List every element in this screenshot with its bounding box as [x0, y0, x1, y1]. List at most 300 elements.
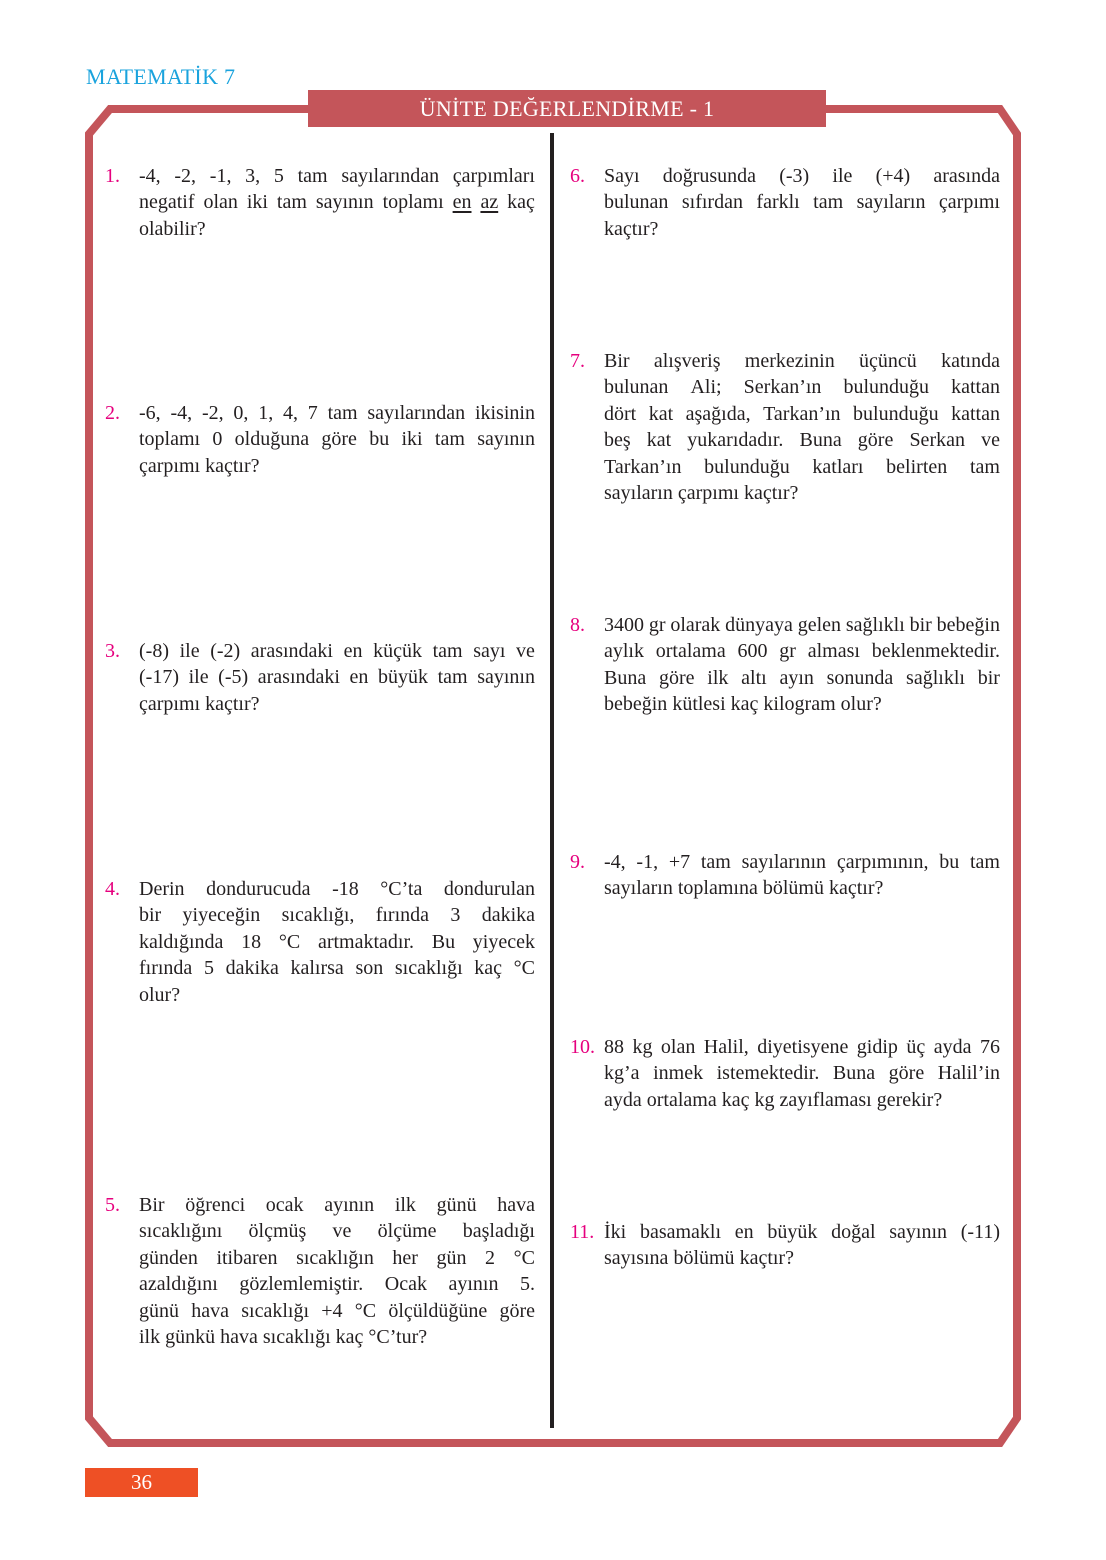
word: ilk: [394, 1194, 416, 1216]
question-line: [604, 612, 1000, 638]
word: göre: [888, 1062, 925, 1085]
word: ayının: [448, 1273, 499, 1296]
word: Tarkan’ın: [763, 402, 841, 425]
word: -4,: [139, 165, 161, 187]
question-text: [139, 163, 535, 242]
word: °C: [278, 930, 301, 953]
word: ilk: [139, 1326, 161, 1349]
word: en: [349, 666, 369, 689]
word: bir: [977, 666, 1000, 689]
word: ölçmüş: [248, 1220, 307, 1243]
word: inmek: [653, 1062, 704, 1085]
word: ocak: [265, 1194, 304, 1216]
word: bulunan: [604, 191, 669, 214]
word: tam: [969, 851, 1000, 873]
word: °C’tur?: [368, 1326, 428, 1349]
question-number: 11.: [570, 1221, 595, 1243]
question-line: [139, 1245, 535, 1271]
underlined-word: en: [452, 191, 472, 214]
word: sıcaklığın: [296, 1246, 374, 1269]
word: toplamına: [677, 877, 758, 900]
word: arasındaki: [257, 666, 340, 689]
word: katında: [941, 350, 1000, 372]
word: kattan: [951, 376, 1000, 399]
question-text: [604, 163, 1000, 242]
word: en: [734, 1221, 754, 1243]
word: Bir: [139, 1194, 165, 1216]
question-line: [139, 902, 535, 928]
word: +7: [668, 851, 691, 873]
word: küçük: [373, 640, 422, 662]
word: tam: [276, 191, 307, 214]
question-line: [604, 1060, 1000, 1086]
word: istemektedir.: [716, 1062, 820, 1085]
question-line: [604, 1245, 1000, 1271]
word: 0: [212, 428, 223, 451]
word: göre: [499, 1299, 535, 1322]
question-number: 1.: [105, 165, 120, 187]
word: günden: [139, 1246, 198, 1269]
word: farklı: [756, 191, 800, 214]
word: -4,: [170, 402, 193, 424]
word: tam: [969, 455, 1000, 478]
word: çarpımının,: [836, 851, 929, 873]
question-line: [139, 216, 535, 242]
question-number: 2.: [105, 402, 120, 424]
word: -2,: [201, 402, 224, 424]
word: olduğuna: [234, 428, 310, 451]
word: sıcaklığı: [241, 1299, 309, 1322]
word: °C’ta: [380, 878, 423, 900]
word: alışveriş: [653, 350, 721, 372]
word: sıcaklığı,: [281, 904, 355, 927]
question-line: [604, 401, 1000, 427]
word: kaçtır?: [739, 1247, 794, 1270]
question-text: [604, 612, 1000, 718]
word: ile: [188, 666, 209, 689]
question-line: [139, 163, 535, 189]
word: kaçtır?: [743, 482, 799, 505]
word: sayının: [477, 666, 535, 689]
word: ve: [516, 640, 535, 662]
word: kaç: [730, 693, 759, 716]
word: sıcaklığını: [139, 1220, 223, 1243]
word: yukarıdadır.: [687, 429, 784, 452]
question-number: 7.: [570, 350, 585, 372]
word: ortalama: [646, 1088, 717, 1111]
word: (-11): [960, 1221, 1000, 1243]
word: kaçtır?: [205, 454, 260, 477]
word: dondurulan: [443, 878, 535, 900]
word: sayılarından: [367, 402, 466, 424]
word: negatif: [139, 191, 195, 214]
word: 88: [604, 1036, 624, 1058]
word: bu: [939, 851, 960, 873]
word: dört: [604, 402, 637, 425]
word: çarpımı: [938, 191, 1000, 214]
word: 3: [450, 904, 461, 927]
question-number: 3.: [105, 640, 120, 662]
question-text: [604, 348, 1000, 506]
word: sıcaklığı: [394, 957, 463, 980]
word: ile: [832, 165, 853, 187]
word: tam: [432, 640, 463, 662]
word: Halil,: [703, 1036, 749, 1058]
word: kilogram: [763, 693, 836, 716]
word: her: [392, 1246, 418, 1269]
word: Serkan’ın: [743, 376, 822, 399]
word: ayın: [779, 666, 814, 689]
word: çarpımı: [677, 482, 739, 505]
word: Buna: [604, 666, 647, 689]
question-number: 9.: [570, 851, 585, 873]
word: -6,: [139, 402, 161, 424]
question-number: 5.: [105, 1194, 120, 1216]
unit-title: ÜNİTE DEĞERLENDİRME - 1: [308, 90, 826, 127]
word: azaldığını: [139, 1273, 218, 1296]
word: ayda: [604, 1088, 642, 1111]
word: kat: [646, 429, 672, 452]
word: alması: [807, 640, 860, 663]
question-line: [139, 1298, 535, 1324]
word: gerekir?: [876, 1088, 943, 1111]
word: 5: [273, 165, 284, 187]
word: fırında: [139, 957, 193, 980]
word: 7: [307, 402, 318, 424]
question-number: 6.: [570, 165, 585, 187]
word: dondurucuda: [206, 878, 311, 900]
question-text: [604, 1219, 1000, 1272]
question-line: [139, 1271, 535, 1297]
word: bebeğin: [604, 693, 668, 716]
word: 3,: [245, 165, 261, 187]
word: doğal: [831, 1221, 876, 1243]
word: bölümü: [673, 1247, 735, 1270]
word: kaçtır?: [205, 692, 260, 715]
word: kaç: [474, 957, 503, 980]
word: doğrusunda: [662, 165, 757, 187]
word: büyük: [378, 666, 429, 689]
word: (+4): [875, 165, 911, 187]
word: hava: [497, 1194, 535, 1216]
question-line: [139, 426, 535, 452]
word: (-17): [139, 666, 179, 689]
word: 5.: [520, 1273, 535, 1296]
word: 18: [241, 930, 262, 953]
word: sayının: [477, 428, 535, 451]
word: Bu: [431, 930, 456, 953]
word: kg: [632, 1036, 653, 1058]
word: Halil’in: [937, 1062, 1000, 1085]
word: gözlemlemiştir.: [239, 1273, 364, 1296]
question-text: [604, 849, 1000, 902]
question-line: [604, 1219, 1000, 1245]
word: kaç: [507, 191, 535, 214]
word: kaldığında: [139, 930, 224, 953]
question-number: 10.: [570, 1036, 595, 1058]
word: bir: [909, 614, 932, 636]
word: gr: [648, 614, 666, 636]
word: (-2): [210, 640, 241, 662]
word: gr: [779, 640, 796, 663]
question-text: [139, 400, 535, 479]
word: bebeğin: [936, 614, 1000, 636]
word: 76: [979, 1036, 1000, 1058]
word: 5: [203, 957, 214, 980]
underlined-word: az: [480, 191, 499, 214]
word: sayılarından: [341, 165, 440, 187]
word: Ocak: [384, 1273, 427, 1296]
question-line: [139, 929, 535, 955]
question-line: [604, 189, 1000, 215]
word: 1,: [258, 402, 274, 424]
word: kat: [648, 402, 674, 425]
word: İki: [604, 1221, 627, 1243]
word: sayının: [315, 191, 374, 214]
word: iki: [246, 191, 268, 214]
word: hava: [191, 1299, 229, 1322]
word: altı: [741, 666, 767, 689]
word: Sayı: [604, 165, 640, 187]
word: arasında: [933, 165, 1000, 187]
word: bulunduğu: [843, 376, 930, 399]
question-line: [139, 691, 535, 717]
word: 0,: [233, 402, 249, 424]
word: göre: [658, 666, 695, 689]
question-line: [604, 374, 1000, 400]
word: sıfırdan: [681, 191, 743, 214]
word: üç: [906, 1036, 926, 1058]
question-line: [139, 1192, 535, 1218]
word: toplamı: [382, 191, 444, 214]
word: olan: [660, 1036, 696, 1058]
question-line: [604, 638, 1000, 664]
word: 3400: [604, 614, 644, 636]
word: Ali;: [690, 376, 722, 399]
word: sayı: [473, 640, 506, 662]
word: iki: [401, 428, 423, 451]
word: olabilir?: [139, 217, 206, 240]
word: olur?: [840, 693, 882, 716]
word: sayıların: [856, 191, 926, 214]
word: Serkan: [909, 429, 965, 452]
word: günü: [139, 1299, 179, 1322]
word: Bir: [604, 350, 630, 372]
question-text: [139, 876, 535, 1008]
word: sağlıklı: [906, 666, 965, 689]
word: 600: [737, 640, 768, 663]
word: olarak: [670, 614, 721, 636]
word: sayıların: [604, 482, 673, 505]
word: başladığı: [462, 1220, 535, 1243]
word: °C: [513, 1246, 535, 1269]
word: ayının: [324, 1194, 375, 1216]
word: kalırsa: [290, 957, 344, 980]
word: sonunda: [826, 666, 894, 689]
word: kg’a: [604, 1062, 640, 1085]
question-line: [604, 1087, 1000, 1113]
word: artmaktadır.: [317, 930, 415, 953]
question-line: [604, 427, 1000, 453]
word: fırında: [375, 904, 430, 927]
word: kg: [754, 1088, 775, 1111]
word: büyük: [767, 1221, 818, 1243]
question-line: [604, 216, 1000, 242]
word: -2,: [174, 165, 197, 187]
word: tam: [297, 165, 328, 187]
word: sayının: [889, 1221, 948, 1243]
question-line: [604, 665, 1000, 691]
word: belirten: [886, 455, 948, 478]
word: °C: [354, 1299, 377, 1322]
word: ölçüme: [377, 1220, 437, 1243]
word: Buna: [799, 429, 842, 452]
question-line: [604, 875, 1000, 901]
word: bulunduğu: [853, 402, 939, 425]
page-number: 36: [85, 1468, 198, 1497]
word: ile: [179, 640, 200, 662]
word: kaç: [335, 1326, 364, 1349]
word: çarpımları: [452, 165, 535, 187]
word: sayısına: [604, 1247, 669, 1270]
word: -1,: [209, 165, 232, 187]
word: son: [355, 957, 384, 980]
question-text: [139, 638, 535, 717]
word: ölçüldüğüne: [388, 1299, 488, 1322]
word: ayda: [933, 1036, 972, 1058]
word: tam: [700, 851, 731, 873]
word: hava: [220, 1326, 258, 1349]
question-line: [604, 454, 1000, 480]
word: sağlıklı: [845, 614, 905, 636]
word: ikisinin: [474, 402, 535, 424]
word: dakika: [225, 957, 279, 980]
word: bölümü: [762, 877, 824, 900]
question-line: [604, 480, 1000, 506]
word: katları: [812, 455, 864, 478]
word: aşağıda,: [685, 402, 751, 425]
word: merkezinin: [744, 350, 835, 372]
word: gidip: [856, 1036, 898, 1058]
question-line: [139, 638, 535, 664]
question-number: 4.: [105, 878, 120, 900]
question-line: [139, 664, 535, 690]
question-line: [604, 691, 1000, 717]
word: bir: [139, 904, 162, 927]
word: (-8): [139, 640, 169, 662]
word: en: [343, 640, 363, 662]
word: -18: [332, 878, 359, 900]
word: aylık: [604, 640, 644, 663]
word: Buna: [832, 1062, 876, 1085]
question-line: [139, 1218, 535, 1244]
word: günkü: [165, 1326, 216, 1349]
word: tam: [434, 428, 465, 451]
word: sayıların: [604, 877, 673, 900]
question-line: [139, 876, 535, 902]
word: arasındaki: [250, 640, 333, 662]
word: gün: [436, 1246, 467, 1269]
word: kütlesi: [672, 693, 726, 716]
word: toplamı: [139, 428, 201, 451]
question-line: [139, 955, 535, 981]
word: olur?: [139, 983, 181, 1006]
word: tam: [813, 191, 844, 214]
word: Tarkan’ın: [604, 455, 682, 478]
word: çarpımı: [139, 692, 201, 715]
word: itibaren: [216, 1246, 278, 1269]
word: göre: [857, 429, 894, 452]
word: ve: [332, 1220, 352, 1243]
question-line: [604, 849, 1000, 875]
word: 4,: [283, 402, 298, 424]
word: zayıflaması: [779, 1088, 872, 1111]
word: bulunduğu: [704, 455, 790, 478]
question-line: [139, 453, 535, 479]
word: (-3): [779, 165, 810, 187]
word: kaçtır?: [828, 877, 884, 900]
question-line: [139, 189, 535, 215]
word: ve: [981, 429, 1000, 452]
word: sıcaklığı: [262, 1326, 331, 1349]
word: kaçtır?: [604, 217, 659, 240]
word: diyetisyene: [757, 1036, 849, 1058]
question-number: 8.: [570, 614, 585, 636]
word: sayılarının: [741, 851, 827, 873]
question-line: [604, 1034, 1000, 1060]
question-line: [139, 982, 535, 1008]
word: bulunan: [604, 376, 669, 399]
column-divider: [550, 133, 554, 1428]
question-line: [604, 348, 1000, 374]
word: 2: [485, 1246, 496, 1269]
word: olan: [203, 191, 238, 214]
word: -4,: [604, 851, 626, 873]
word: kattan: [951, 402, 1000, 425]
word: yiyeceğin: [182, 904, 261, 927]
word: °C: [513, 957, 535, 980]
question-text: [139, 1192, 535, 1350]
word: ilk: [707, 666, 729, 689]
word: tam: [327, 402, 358, 424]
word: yiyecek: [472, 930, 535, 953]
word: günü: [436, 1194, 477, 1216]
word: beklenmektedir.: [871, 640, 1000, 663]
word: bu: [369, 428, 390, 451]
subject-label: MATEMATİK 7: [86, 64, 236, 89]
word: +4: [321, 1299, 343, 1322]
word: beş: [604, 429, 631, 452]
word: (-5): [218, 666, 249, 689]
question-line: [139, 1324, 535, 1350]
word: dünyaya: [725, 614, 793, 636]
word: basamaklı: [639, 1221, 722, 1243]
word: gelen: [797, 614, 842, 636]
word: kaç: [721, 1088, 750, 1111]
word: üçüncü: [859, 350, 917, 372]
word: Derin: [139, 878, 185, 900]
word: ortalama: [655, 640, 726, 663]
word: dakika: [481, 904, 535, 927]
question-line: [139, 400, 535, 426]
word: tam: [437, 666, 468, 689]
word: -1,: [636, 851, 659, 873]
question-text: [604, 1034, 1000, 1113]
word: öğrenci: [185, 1194, 246, 1216]
question-line: [604, 163, 1000, 189]
word: çarpımı: [139, 454, 201, 477]
word: göre: [321, 428, 357, 451]
